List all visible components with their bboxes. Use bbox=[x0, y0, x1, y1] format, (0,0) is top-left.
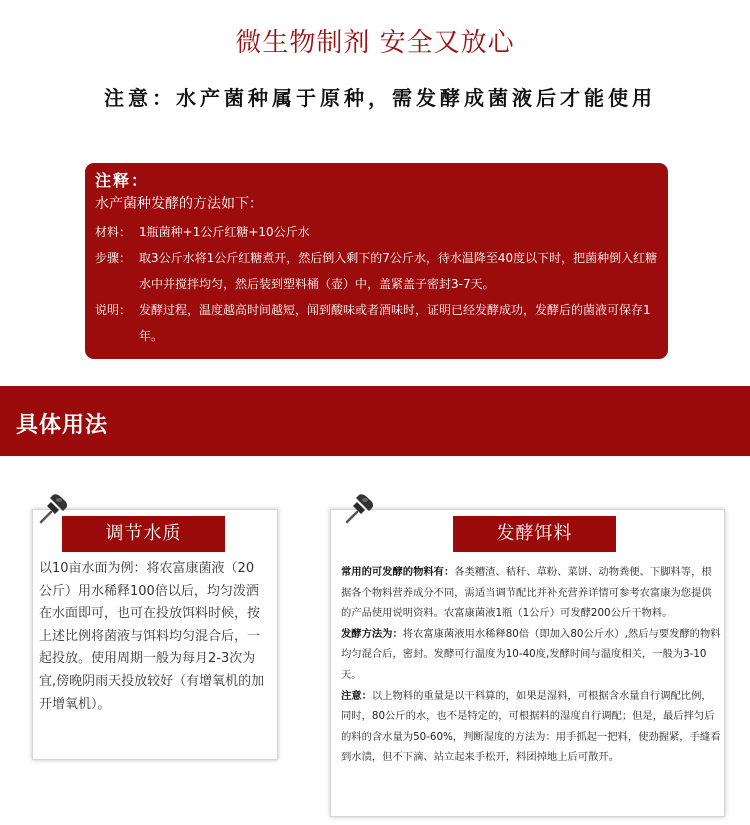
water-quality-card bbox=[32, 509, 278, 760]
note-row-text: 1瓶菌种+1公斤红糖+10公斤水 bbox=[139, 225, 310, 239]
note-row-key: 步骤： bbox=[95, 251, 132, 265]
note-intro: 水产菌种发酵的方法如下： bbox=[95, 196, 263, 212]
fermented-feed-card bbox=[330, 509, 725, 817]
note-heading: 注释： bbox=[95, 171, 150, 190]
paragraph-label: 注意： bbox=[341, 689, 372, 702]
push-pin-icon bbox=[339, 488, 379, 528]
note-row-explain bbox=[95, 297, 658, 349]
paragraph-text: 以上物料的重量是以干料算的，如果是湿料，可根据含水量自行调配比例，同时，80公斤的水，也不是特定的，可根据料的湿度自行调配；但是，最后拌匀后的料的含水量为50-60%，判断湿度的方法为：用手抓起一把料，使劲握紧，手缝看到水渍，但不下滴、站立起来手松开，料团掉地上后可散开。 bbox=[341, 689, 721, 764]
note-row-steps bbox=[95, 245, 658, 297]
water-quality-title: 调节水质 bbox=[62, 516, 225, 552]
note-row-materials bbox=[95, 219, 658, 245]
note-row-text: 发酵过程，温度越高时间越短，闻到酸味或者酒味时，证明已经发酵成功，发酵后的菌液可保存1年。 bbox=[139, 303, 651, 343]
note-row-key: 材料： bbox=[95, 225, 132, 239]
fermented-feed-text bbox=[341, 562, 721, 768]
paragraph-text: 将农富康菌液用水稀释80倍（即加入80公斤水）,然后与要发酵的物料均匀混合后，密封。发酵可行温度为10-40度,发酵时间与温度相关，一般为3-10天。 bbox=[341, 627, 721, 681]
paragraph-label: 常用的可发酵的物料有： bbox=[341, 566, 455, 578]
paragraph-text: 各类糟渣、秸秆、草粉、菜饼、动物粪便、下脚料等，根据各个物料营养成分不同，需适当调节配比并补充营养详情可参考农富康为您提供的产品使用说明资料。农富康菌液1瓶（1公斤）可发酵200公斤干物料。 bbox=[341, 566, 712, 620]
notice-text: 注意：水产菌种属于原种，需发酵成菌液后才能使用 bbox=[104, 86, 656, 110]
page-title: 微生物制剂 安全又放心 bbox=[235, 28, 515, 58]
note-row-text: 取3公斤水将1公斤红糖煮开，然后倒入剩下的7公斤水，待水温降至40度以下时，把菌种倒入红糖水中并搅拌均匀，然后装到塑料桶（壶）中，盖紧盖子密封3-7天。 bbox=[139, 251, 658, 291]
paragraph-label: 发酵方法为： bbox=[341, 627, 403, 640]
section-band bbox=[0, 386, 750, 456]
note-row-key: 说明： bbox=[95, 303, 132, 317]
water-quality-text: 以10亩水面为例：将农富康菌液（20公斤）用水稀释100倍以后，均匀泼洒在水面即可，也可在投放饵料时候，按上述比例将菌液与饵料均匀混合后，一起投放。使用周期一般为每月2-3次为宜,傍晚阴雨天投放较好（有增氧机的加开增氧机）。 bbox=[39, 561, 265, 712]
fermented-feed-title: 发酵饵料 bbox=[453, 516, 616, 552]
note-box bbox=[85, 163, 668, 359]
section-title: 具体用法 bbox=[16, 413, 109, 438]
